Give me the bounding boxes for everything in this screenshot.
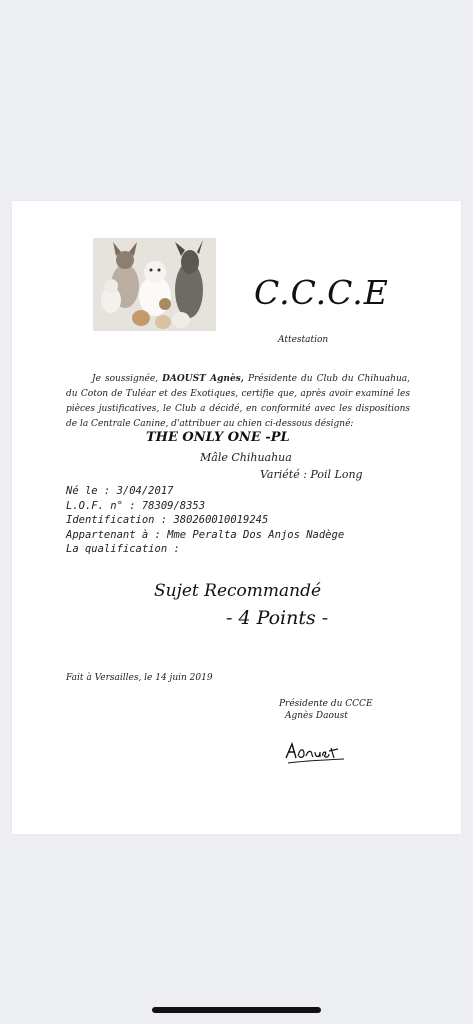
document-subtitle: Attestation <box>278 335 329 345</box>
owner: Appartenant à : Mme Peralta Dos Anjos Nadège <box>66 528 345 541</box>
signatory-name: Agnès Daoust <box>285 711 348 721</box>
signatory-block <box>279 698 373 722</box>
birth-date: Né le : 3/04/2017 <box>66 485 174 497</box>
lof-number: L.O.F. n° : 78309/8353 <box>66 499 206 512</box>
dogs-photo-illustration <box>93 238 216 331</box>
place-date: Fait à Versailles, le 14 juin 2019 <box>66 673 213 683</box>
club-title: C.C.C.E <box>254 273 389 312</box>
identification: Identification : 380260010019245 <box>66 514 269 526</box>
paragraph-intro: Je soussignée, <box>92 374 159 384</box>
qualification-result: Sujet Recommandé <box>154 581 322 601</box>
dogs-photo <box>93 238 216 331</box>
points-awarded: - 4 Points - <box>226 607 329 629</box>
handwritten-signature <box>282 736 352 768</box>
signatory-role: Présidente du CCCE <box>279 699 373 709</box>
qualification-label: La qualification : <box>66 543 180 555</box>
dog-details <box>66 484 344 557</box>
dog-variety: Variété : Poil Long <box>260 468 363 481</box>
dog-sex-breed: Mâle Chihuahua <box>200 451 292 464</box>
home-indicator[interactable] <box>152 1007 321 1013</box>
attestation-document <box>12 201 461 834</box>
dog-name: THE ONLY ONE -PL <box>146 430 290 445</box>
paragraph-body: Présidente du Club du Chihuahua, du Coton de Tuléar et des Exotiques, certifie que, après avoir examiné les pièces justificatives, le Club a décidé, en conformité avec les dispositions de la Centrale Canine, d'attribuer au chien ci-dessous désigné: <box>66 374 410 429</box>
certification-paragraph <box>66 372 410 432</box>
president-name: DAOUST Agnès, <box>162 374 244 384</box>
